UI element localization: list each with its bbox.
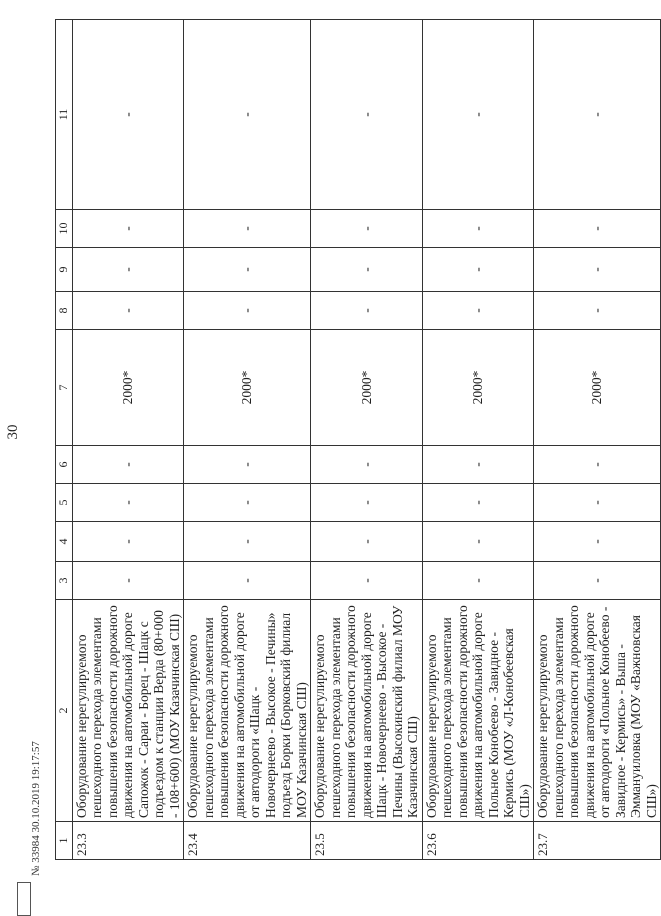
- cell-col3: -: [72, 562, 184, 600]
- scan-stamp: [17, 882, 31, 916]
- cell-col6: -: [184, 446, 311, 484]
- header-cell: 3: [56, 562, 73, 600]
- cell-col4: -: [422, 522, 534, 562]
- cell-col9: -: [184, 248, 311, 292]
- cell-col8: -: [311, 292, 423, 330]
- cell-col11: -: [72, 20, 184, 210]
- table-row: [422, 20, 534, 860]
- cell-col10: -: [311, 210, 423, 248]
- row-number: 23.5: [311, 822, 423, 860]
- registration-footer: № 33984 30.10.2019 19:17:57: [30, 741, 42, 876]
- table-row: [184, 20, 311, 860]
- cell-col5: -: [184, 484, 311, 522]
- cell-col6: -: [311, 446, 423, 484]
- cell-col10: -: [534, 210, 661, 248]
- row-number: 23.4: [184, 822, 311, 860]
- cell-col7: 2000*: [311, 330, 423, 446]
- measures-table: [55, 19, 661, 860]
- header-cell: 5: [56, 484, 73, 522]
- row-description: Оборудование нерегулируемого пешеходного перехода элементами повышения безопасности дорожного движения на автомобильной дороге Сапожок - Сараи - Борец - Шацк с подъездом к станции Верда (80+000 - 108+600) (МОУ Казачинская СШ): [72, 600, 184, 822]
- header-cell: 8: [56, 292, 73, 330]
- header-cell: 7: [56, 330, 73, 446]
- header-cell: 10: [56, 210, 73, 248]
- cell-col5: -: [422, 484, 534, 522]
- cell-col5: -: [534, 484, 661, 522]
- cell-col4: -: [534, 522, 661, 562]
- cell-col3: -: [184, 562, 311, 600]
- cell-col6: -: [534, 446, 661, 484]
- cell-col3: -: [422, 562, 534, 600]
- row-description: Оборудование нерегулируемого пешеходного перехода элементами повышения безопасности дорожного движения на автомобильной дороге Польное Конобеево - Завидное - Кермись (МОУ «Л-Конобеевская СШ»): [422, 600, 534, 822]
- cell-col11: -: [311, 20, 423, 210]
- cell-col6: -: [422, 446, 534, 484]
- cell-col3: -: [311, 562, 423, 600]
- cell-col7: 2000*: [422, 330, 534, 446]
- header-cell: 4: [56, 522, 73, 562]
- header-cell: 1: [56, 822, 73, 860]
- cell-col7: 2000*: [184, 330, 311, 446]
- cell-col11: -: [422, 20, 534, 210]
- table-header-row: [56, 20, 73, 860]
- table-row: [534, 20, 661, 860]
- cell-col8: -: [184, 292, 311, 330]
- row-number: 23.6: [422, 822, 534, 860]
- cell-col3: -: [534, 562, 661, 600]
- cell-col5: -: [72, 484, 184, 522]
- cell-col9: -: [534, 248, 661, 292]
- cell-col8: -: [422, 292, 534, 330]
- cell-col11: -: [534, 20, 661, 210]
- row-number: 23.7: [534, 822, 661, 860]
- cell-col4: -: [184, 522, 311, 562]
- table-row: [72, 20, 184, 860]
- cell-col9: -: [72, 248, 184, 292]
- header-cell: 11: [56, 20, 73, 210]
- cell-col10: -: [72, 210, 184, 248]
- cell-col9: -: [422, 248, 534, 292]
- cell-col6: -: [72, 446, 184, 484]
- cell-col8: -: [534, 292, 661, 330]
- cell-col8: -: [72, 292, 184, 330]
- header-cell: 2: [56, 600, 73, 822]
- page-number: 30: [5, 424, 21, 440]
- cell-col10: -: [422, 210, 534, 248]
- cell-col5: -: [311, 484, 423, 522]
- cell-col7: 2000*: [72, 330, 184, 446]
- cell-col4: -: [72, 522, 184, 562]
- rotated-document: [5, 20, 659, 876]
- cell-col9: -: [311, 248, 423, 292]
- cell-col11: -: [184, 20, 311, 210]
- table-row: [311, 20, 423, 860]
- header-cell: 9: [56, 248, 73, 292]
- cell-col7: 2000*: [534, 330, 661, 446]
- row-description: Оборудование нерегулируемого пешеходного перехода элементами повышения безопасности дорожного движения на автомобильной дороге Шацк - Новочернеево - Высокое - Печины (Высокинский филиал МОУ Казачинская СШ): [311, 600, 423, 822]
- row-description: Оборудование нерегулируемого пешеходного перехода элементами повышения безопасности дорожного движения на автомобильной дороге от автодороги «Польное Конобеево - Завидное - Кермись» - Выша - Эммануиловка (МОУ «Важновская СШ»): [534, 600, 661, 822]
- row-number: 23.3: [72, 822, 184, 860]
- cell-col4: -: [311, 522, 423, 562]
- row-description: Оборудование нерегулируемого пешеходного перехода элементами повышения безопасности дорожного движения на автомобильной дороге от автодороги «Шацк - Новочернеево - Высокое - Печины» подъезд Борки (Борковский филиал МОУ Казачинская СШ): [184, 600, 311, 822]
- header-cell: 6: [56, 446, 73, 484]
- cell-col10: -: [184, 210, 311, 248]
